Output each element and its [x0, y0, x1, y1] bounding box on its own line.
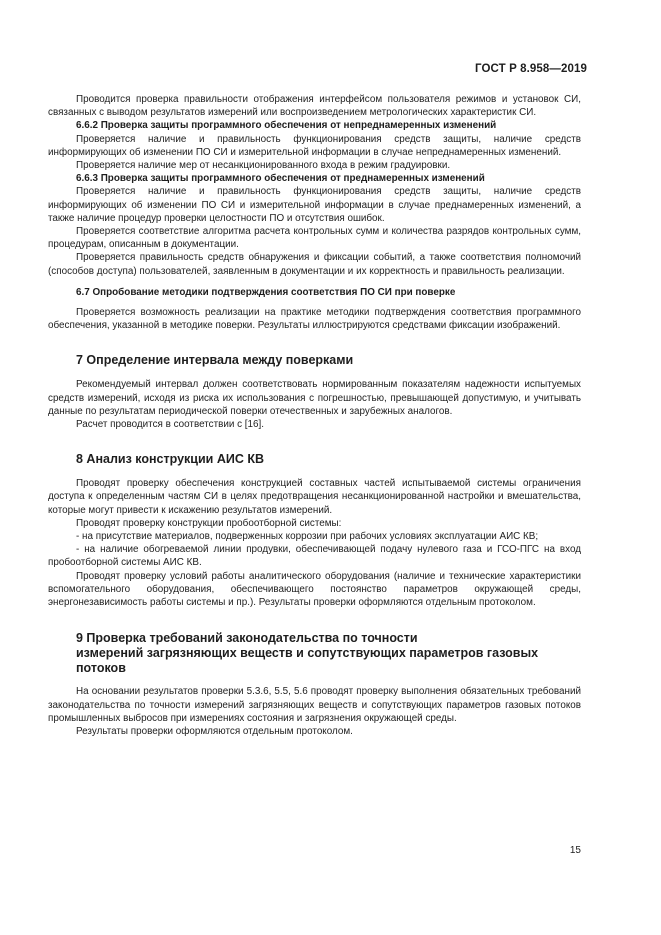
section-heading-7: 7 Определение интервала между поверками — [76, 353, 354, 368]
paragraph: Проводят проверку конструкции пробоотборной системы: — [76, 517, 342, 529]
paragraph: Проверяется возможность реализации на практике методики подтверждения соответствия программного обеспечения, указанной в методике поверки. Результаты иллюстрируются средствами фиксации изображений. — [48, 307, 581, 332]
section-heading-9-line: 9 Проверка требований законодательства по точности — [76, 631, 418, 646]
paragraph: Проводят проверку условий работы аналитического оборудования (наличие и технические характеристики вспомогательного оборудования, обеспечивающего постоянство параметров окружающей среды, энергонезависимость работы системы и пр.). Результаты проверки оформляются отдельным протоколом. — [48, 570, 581, 609]
paragraph: На основании результатов проверки 5.3.6, 5.5, 5.6 проводят проверку выполнения обязательных требований законодательства по точности измерений загрязняющих веществ и сопутствующих параметров газовых потоков промышленных выбросов при измерениях состояния и загрязнения окружающей среды. — [48, 686, 581, 724]
document-body — [48, 93, 581, 738]
subsection-heading-6-7: 6.7 Опробование методики подтверждения соответствия ПО СИ при поверке — [76, 286, 456, 298]
paragraph: Проводится проверка правильности отображения интерфейсом пользователя режимов и установок СИ, связанных с выводом результатов измерений или воспроизведением метрологических характеристик СИ. — [48, 94, 581, 119]
section-heading-9-line: измерений загрязняющих веществ и сопутствующих параметров газовых — [76, 646, 539, 661]
subsection-heading-6-6-3: 6.6.3 Проверка защиты программного обеспечения от преднамеренных изменений — [76, 173, 485, 185]
paragraph: Результаты проверки оформляются отдельным протоколом. — [76, 725, 353, 737]
subsection-heading-6-6-2: 6.6.2 Проверка защиты программного обеспечения от непреднамеренных изменений — [76, 120, 497, 132]
section-heading-9 — [76, 631, 581, 676]
document-code: ГОСТ Р 8.958—2019 — [475, 63, 587, 75]
paragraph: Проверяется наличие мер от несанкционированного входа в режим градуировки. — [76, 160, 451, 172]
paragraph: Проверяется правильность средств обнаружения и фиксации событий, а также соответствия полномочий (способов доступа) пользователей, заявленным в документации и их корректность и правильность реализации. — [48, 252, 581, 277]
section-heading-9-line: потоков — [76, 661, 126, 676]
paragraph: Расчет проводится в соответствии с [16]. — [76, 419, 265, 431]
paragraph: Проводят проверку обеспечения конструкцией составных частей испытываемой системы ограничения доступа к определенным частям СИ в целях предотвращения несанкционированной настройки и вмешательства, которые могут привести к искажению результатов измерений. — [48, 478, 581, 516]
document-page — [48, 0, 587, 935]
paragraph: Проверяется наличие и правильность функционирования средств защиты, наличие средств информирующих об изменении ПО СИ и измерительной информации в случае непреднамеренных изменений. — [48, 133, 581, 158]
paragraph: Проверяется соответствие алгоритма расчета контрольных сумм и количества разрядов контрольных сумм, процедурам, описанным в документации. — [48, 226, 581, 251]
list-item: - на присутствие материалов, подверженных коррозии при рабочих условиях эксплуатации АИС КВ; — [76, 531, 539, 543]
list-item: - на наличие обогреваемой линии продувки, обеспечивающей подачу нулевого газа и ГСО-ПГС на вход пробоотборной системы АИС КВ. — [48, 544, 581, 569]
section-heading-8: 8 Анализ конструкции АИС КВ — [76, 452, 264, 467]
paragraph: Рекомендуемый интервал должен соответствовать нормированным показателям надежности испытуемых средств измерений, исходя из риска их использования с погрешностью, превышающей допустимую, и учитывать данные по результатам периодической поверки отечественных и зарубежных аналогов. — [48, 379, 581, 417]
paragraph: Проверяется наличие и правильность функционирования средств защиты, наличие средств информирующих об изменении ПО СИ и измерительной информации в случае преднамеренных изменений, а также наличие процедур проверки целостности ПО и отсутствия ошибок. — [48, 186, 581, 224]
page-number: 15 — [569, 845, 581, 856]
